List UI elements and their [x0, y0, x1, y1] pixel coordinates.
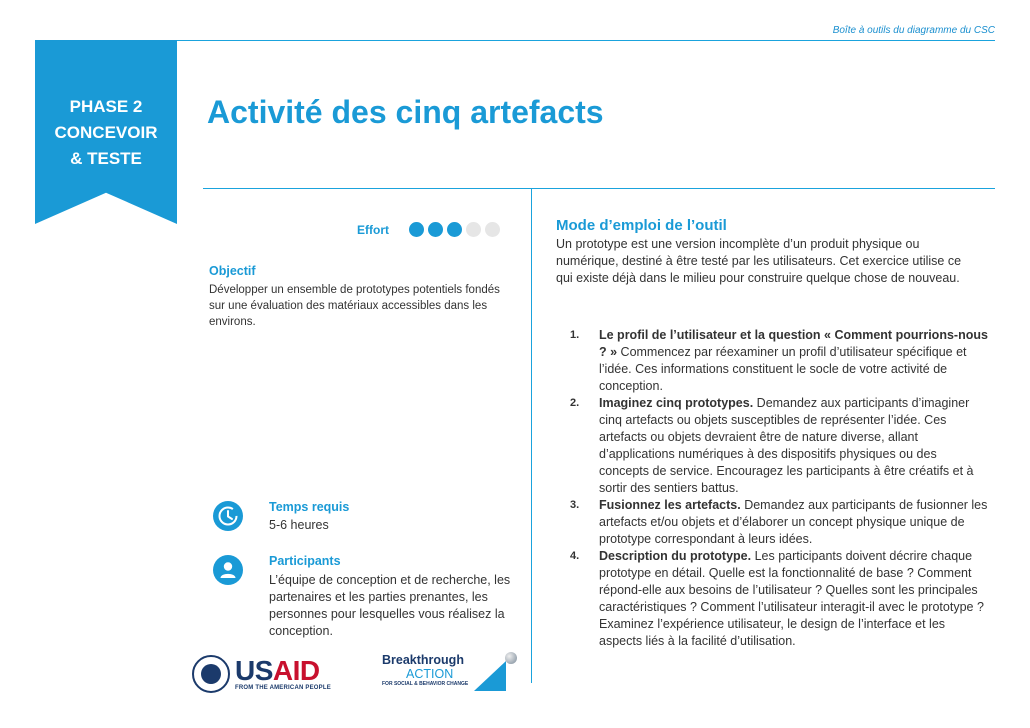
effort-dot-filled [447, 222, 462, 237]
step-number: 4. [570, 550, 580, 562]
effort-dot-empty [466, 222, 481, 237]
effort-rating [409, 222, 500, 237]
mode-heading: Mode d’emploi de l’outil [556, 217, 727, 234]
usaid-seal-icon [192, 655, 230, 693]
phase-line-3: & TESTE [70, 149, 142, 168]
step-text: Les participants doivent décrire chaque prototype en détail. Quelle est la fonctionnalité de base ? Comment répond-elle aux besoins de l’utilisateur ? Quelles sont les principales caractéristiques ? Comment l’utilisateur interagit-il avec le prototype ? Examinez l’expérience utilisateur, le design de l’interface et les aspects liés à la facilité d’utilisation. [599, 549, 984, 648]
phase-line-1: PHASE 2 [69, 97, 143, 116]
usaid-word-us: US [235, 655, 273, 686]
step-text: Demandez aux participants d’imaginer cinq artefacts ou objets susceptibles de représenter l’idée. Ces artefacts ou objets devraient être de nature diverse, allant d’applications numériques à des dispositifs physiques ou des concepts de service. Encouragez les participants à être créatifs et à sortir des sentiers battus. [599, 396, 974, 495]
clock-icon [213, 501, 243, 531]
usaid-word-aid: AID [272, 655, 320, 686]
step-title: Le profil de l’utilisateur et la question « Comment pourrions-nous ? » [599, 328, 988, 359]
effort-dot-empty [485, 222, 500, 237]
header-divider [175, 40, 995, 41]
usaid-logo [192, 655, 331, 693]
phase-label [35, 94, 177, 172]
effort-dot-filled [428, 222, 443, 237]
objectif-text: Développer un ensemble de prototypes potentiels fondés sur une évaluation des matériaux accessibles dans les environs. [209, 284, 500, 328]
step-number: 3. [570, 499, 580, 511]
participants-text: L’équipe de conception et de recherche, les partenaires et les parties prenantes, les personnes pour lesquelles vous réalisez la conception. [269, 573, 511, 638]
step-number: 1. [570, 329, 580, 341]
bta-line-2: ACTION [406, 667, 454, 681]
step-title: Description du prototype. [599, 549, 752, 563]
step-number: 2. [570, 397, 580, 409]
section-divider [203, 188, 995, 189]
step-title: Imaginez cinq prototypes. [599, 396, 754, 410]
list-item [570, 395, 990, 497]
person-icon [213, 555, 243, 585]
effort-dot-filled [409, 222, 424, 237]
effort-label: Effort [357, 223, 389, 237]
bta-ball-icon [505, 652, 517, 664]
bta-mark-icon [474, 661, 506, 691]
temps-heading: Temps requis [269, 500, 350, 514]
temps-text: 5-6 heures [269, 518, 329, 532]
participants-heading: Participants [269, 554, 341, 568]
bta-line-1: Breakthrough [382, 653, 464, 667]
list-item [570, 548, 990, 650]
breakthrough-action-logo [382, 653, 468, 687]
step-text: Commencez par réexaminer un profil d’utilisateur spécifique et l’idée. Ces informations constituent le socle de votre activité de conception. [599, 345, 967, 393]
step-text: Demandez aux participants de fusionner les artefacts et/ou objets et d’élaborer un concept physique unique de prototype correspondant à leurs idées. [599, 498, 988, 546]
step-title: Fusionnez les artefacts. [599, 498, 741, 512]
mode-intro: Un prototype est une version incomplète d’un produit physique ou numérique, destiné à être testé par les utilisateurs. Cet exercice utilise ce qui existe déjà dans le milieu pour construire quelque chose de nouveau. [556, 237, 962, 285]
toolkit-caption: Boîte à outils du diagramme du CSC [832, 25, 995, 36]
list-item [570, 497, 990, 548]
column-divider [531, 188, 532, 683]
usaid-wordmark [235, 657, 331, 691]
list-item [570, 327, 990, 395]
bta-line-3: FOR SOCIAL & BEHAVIOR CHANGE [382, 681, 469, 687]
page-title: Activité des cinq artefacts [207, 94, 604, 130]
steps-list [570, 327, 990, 650]
usaid-tagline: FROM THE AMERICAN PEOPLE [235, 685, 331, 691]
phase-line-2: CONCEVOIR [54, 123, 158, 142]
objectif-heading: Objectif [209, 264, 256, 278]
